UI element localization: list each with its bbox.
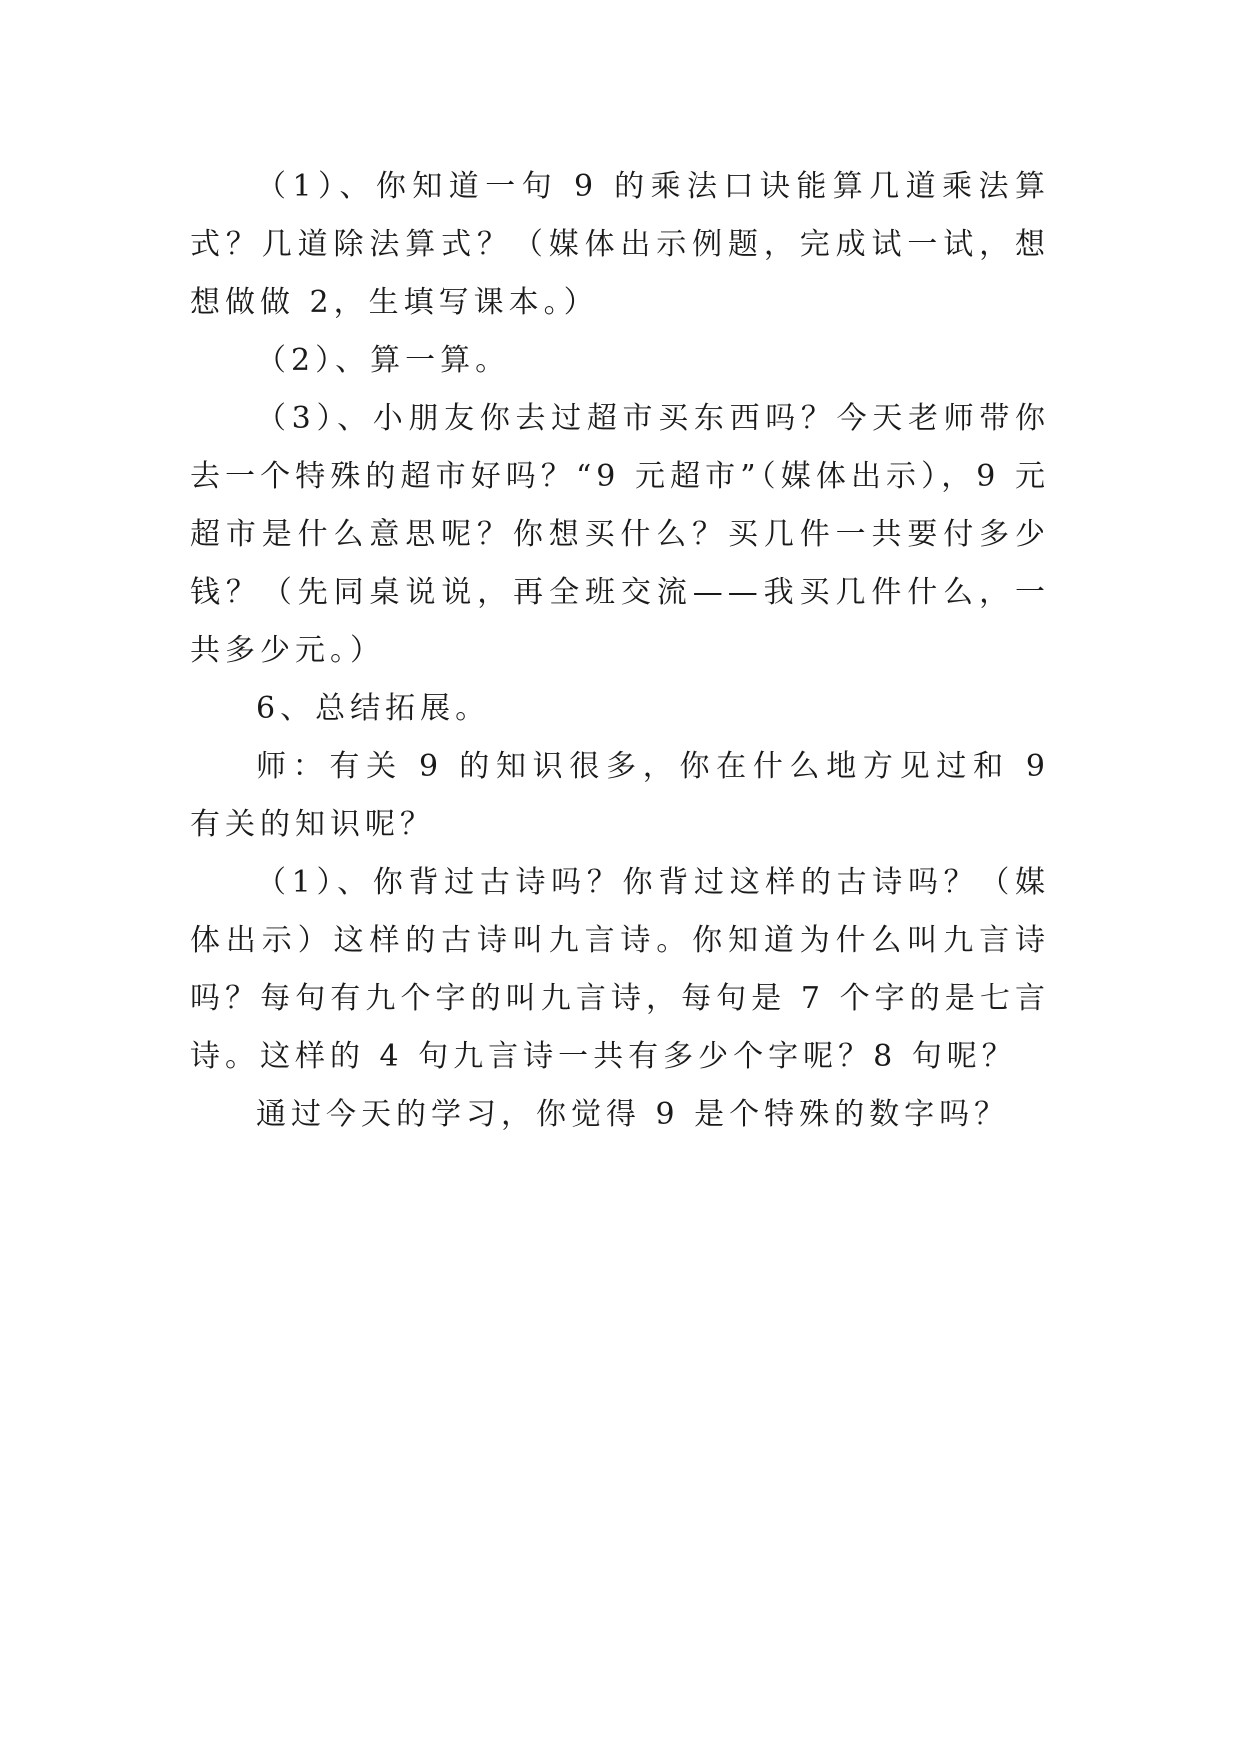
paragraph-question-2: （2）、算一算。 — [256, 343, 511, 378]
paragraph-poem-question: （1）、你背过古诗吗？你背过这样的古诗吗？（媒体出示）这样的古诗叫九言诗。你知道为什么叫九言诗吗？每句有九个字的叫九言诗，每句是 7 个字的是七言诗。这样的 4 句九言诗一共有多少个字呢？8 句呢？ — [190, 865, 1050, 1074]
paragraph-closing: 通过今天的学习，你觉得 9 是个特殊的数字吗？ — [256, 1097, 1010, 1132]
paragraph-teacher: 师：有关 9 的知识很多，你在什么地方见过和 9 有关的知识呢？ — [190, 749, 1050, 842]
document-body — [190, 158, 1050, 1144]
paragraph-question-1: （1）、你知道一句 9 的乘法口诀能算几道乘法算式？几道除法算式？（媒体出示例题，完成试一试，想想做做 2，生填写课本。） — [190, 169, 1050, 320]
section-heading-summary: 6、总结拓展。 — [256, 691, 491, 726]
paragraph-question-3: （3）、小朋友你去过超市买东西吗？今天老师带你去一个特殊的超市好吗？“9 元超市”（媒体出示），9 元超市是什么意思呢？你想买什么？买几件一共要付多少钱？（先同桌说说，再全班交流——我买几件什么，一共多少元。） — [190, 401, 1050, 668]
